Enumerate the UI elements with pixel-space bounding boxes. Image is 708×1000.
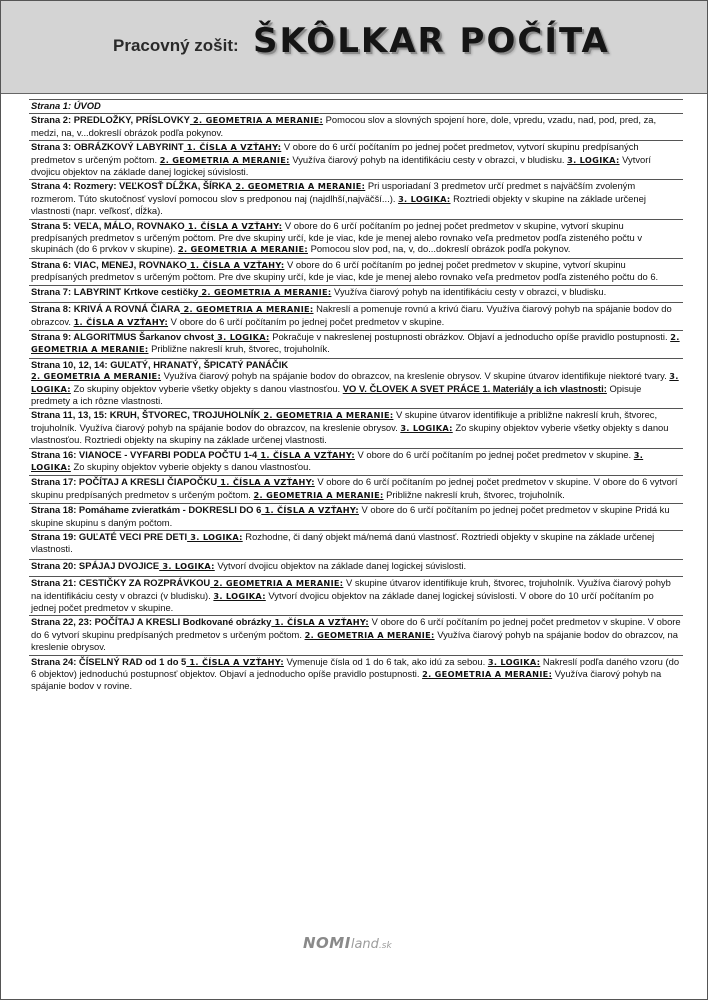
section-title: Strana 9: ALGORITMUS Šarkanov chvost xyxy=(31,330,215,342)
section-text: V obore do 6 určí počítaním po jednej počet predmetov v skupine, vytvorí skupinu predpísaných predmetov s určeným počtom. Pre dve skupiny určí, kde je viac, kde je menej alebo rovnako veľa predmetov podľa zisteného počtu do 6. xyxy=(31,258,659,283)
category-label: 1. ČÍSLA A VZŤAHY: xyxy=(217,477,315,488)
section-title: Strana 22, 23: POČÍTAJ A KRESLI Bodkované obrázky xyxy=(31,616,272,628)
category-label: 3. LOGIKA: xyxy=(187,532,243,542)
category-label: 3. LOGIKA: xyxy=(398,193,451,204)
category-label: 2. GEOMETRIA A MERANIE: xyxy=(177,244,308,255)
section-text: Pomocou slov a slovných spojení hore, dole, vpredu, vzadu, nad, pod, pred, za, medzi, na, v...dokreslí obrázok podľa pokynov. xyxy=(31,114,657,138)
category-label: 1. ČÍSLA A VZŤAHY: xyxy=(186,259,285,270)
section-text: V skupine útvarov identifikuje a približne nakreslí kruh, štvorec, trojuholník. Využíva čiarový pohyb na spájanie bodov do obrazcov, na kreslenie obrysov. xyxy=(31,409,658,433)
section-text: V obore do 6 určí počítaním po jednej počet predmetov v skupine Pridá ku skupine skupinu s daným počtom. xyxy=(31,504,670,528)
section-text: Vytvorí dvojicu objektov na základe danej logickej súvislosti. V obore do 10 určí počítaním po jednej počet predmetov v skupine. xyxy=(31,589,654,614)
section-title: Strana 19: GUĽATÉ VECI PRE DETI xyxy=(31,531,188,542)
section-title: Strana 2: PREDLOŽKY, PRÍSLOVKY xyxy=(31,114,190,126)
category-label: 3. LOGIKA: xyxy=(159,560,215,571)
section-text: Využíva čiarový pohyb na spájanie bodov do obrazcov, na kreslenie obrysov. V skupine útvarov identifikuje niektoré tvary. xyxy=(161,370,670,382)
section-text: Približne nakreslí kruh, štvorec, trojuholník. xyxy=(383,488,565,500)
section-text: Približne nakreslí kruh, štvorec, trojuholník. xyxy=(148,343,330,355)
category-label: 1. ČÍSLA A VZŤAHY: xyxy=(183,142,282,153)
section-title: Strana 3: OBRÁZKOVÝ LABYRINT xyxy=(31,141,184,153)
section-text: V obore do 6 určí počítaním po jednej počet predmetov, vytvorí skupinu predpísaných predmetov s určeným počtom. xyxy=(31,141,639,165)
category-label: 3. LOGIKA: xyxy=(214,331,270,342)
page-section xyxy=(29,655,683,692)
section-title: Strana 21: CESTIČKY ZA ROZPRÁVKOU xyxy=(31,577,211,589)
category-label: 2. GEOMETRIA A MERANIE: xyxy=(159,154,290,165)
section-text: Opisuje predmety a ich rôzne vlastnosti. xyxy=(31,382,642,406)
page-title: ŠKÔLKAR POČÍTA xyxy=(253,21,610,61)
category-label: 3. LOGIKA: xyxy=(31,371,679,394)
category-label: 2. GEOMETRIA A MERANIE: xyxy=(304,629,435,640)
category-label: 3. LOGIKA: xyxy=(567,154,620,165)
page-section xyxy=(29,179,683,216)
category-label: 3. LOGIKA: xyxy=(213,590,266,601)
page-section xyxy=(29,140,683,177)
category-label: 3. LOGIKA: xyxy=(487,656,541,667)
page-section xyxy=(29,99,683,111)
category-label: 1. ČÍSLA A VZŤAHY: xyxy=(186,656,284,667)
section-title: Strana 24: ČÍSELNÝ RAD od 1 do 5 xyxy=(31,655,187,667)
page-section xyxy=(29,448,683,474)
page-section xyxy=(29,559,683,572)
section-title: Strana 5: VEĽA, MÁLO, ROVNAKO xyxy=(31,219,185,231)
category-label: 2. GEOMETRIA A MERANIE: xyxy=(189,115,324,126)
nomiland-logo xyxy=(303,934,392,952)
section-text: Zo skupiny objektov vyberie všetky objekty s danou vlastnosťou. Roztriedi objekty na skupiny na základe určenej vlastnosti. xyxy=(31,421,669,446)
page-section xyxy=(29,258,683,283)
category-label: 1. ČÍSLA A VZŤAHY: xyxy=(257,449,355,460)
section-text: Využíva čiarový pohyb na spájanie bodov v rovine. xyxy=(31,668,662,692)
section-text: Roztriedi objekty v skupine na základe určenej vlastnosti (napr. veľkosť, dĺžka). xyxy=(31,192,646,217)
category-label: 3. LOGIKA: xyxy=(400,422,453,433)
category-label: 1. ČÍSLA A VZŤAHY: xyxy=(271,617,369,628)
page-section xyxy=(29,576,683,613)
section-text: V obore do 6 určí počítaním po jednej počet predmetov v skupine. V obore do 6 vytvorí skupinu predpísaných predmetov s určeným počtom. xyxy=(31,616,681,640)
section-text: Rozhodne, či daný objekt má/nemá danú vlastnosť. Roztriedi objekty v skupine na základe určenej vlastnosti. xyxy=(31,531,655,555)
curriculum-content xyxy=(29,99,683,694)
page-section xyxy=(29,302,683,328)
logo-brand: NOMI xyxy=(303,934,351,952)
category-label: 1. ČÍSLA A VZŤAHY: xyxy=(184,220,283,231)
category-label: 1. ČÍSLA A VZŤAHY: xyxy=(261,505,359,516)
section-title: Strana 18: Pomáhame zvieratkám - DOKRESLI DO 6 xyxy=(31,504,262,516)
workbook-label: Pracovný zošit: xyxy=(113,36,239,55)
section-text: Využíva čiarový pohyb na spájanie bodov do obrazcov, na kreslenie obrysov. xyxy=(31,628,678,653)
page-section xyxy=(29,330,683,356)
section-text: V obore do 6 určí počítaním po jednej počet predmetov v skupine, vytvorí skupinu predpísaných predmetov s určeným počtom. Pre dve skupiny určí, kde je viac, kde je menej alebo rovnako veľa predmetov podľa zisteného počtu v skupinách (do 6 prvkov v skupine). xyxy=(31,219,643,255)
section-text: Vytvorí dvojicu objektov na základe danej logickej súvislosti. xyxy=(31,153,651,178)
page-section xyxy=(29,615,683,652)
section-text: V obore do 6 určí počítaním po jednej počet predmetov v skupine. xyxy=(168,315,445,327)
page-header xyxy=(1,1,707,94)
category-label: 2. GEOMETRIA A MERANIE: xyxy=(31,371,162,382)
category-label: 2. GEOMETRIA A MERANIE: xyxy=(31,331,680,355)
section-title: Strana 8: KRIVÁ A ROVNÁ ČIARA xyxy=(31,303,181,315)
page-section xyxy=(29,285,683,298)
logo-domain: .sk xyxy=(378,941,392,951)
section-title: Strana 4: Rozmery: VEĽKOSŤ DĹŽKA, ŠÍRKA xyxy=(31,180,233,192)
category-label: 2. GEOMETRIA A MERANIE: xyxy=(260,410,394,421)
page-section xyxy=(29,408,683,445)
page-section xyxy=(29,530,683,555)
section-title: Strana 1: ÚVOD xyxy=(31,100,101,111)
section-text: Zo skupiny objektov vyberie všetky objekty s danou vlastnosťou. xyxy=(70,382,343,394)
section-text: Nakreslí a pomenuje rovnú a krivú čiaru. Využíva čiarový pohyb na spájanie bodov do obrazcov. xyxy=(31,303,672,327)
section-title: Strana 16: VIANOCE - VYFARBI PODĽA POČTU 1-4 xyxy=(31,448,258,460)
category-label: 2. GEOMETRIA A MERANIE: xyxy=(253,489,384,500)
section-title: Strana 17: POČÍTAJ A KRESLI ČIAPOČKU xyxy=(31,476,218,488)
page-section xyxy=(29,475,683,501)
page-section xyxy=(29,503,683,528)
section-text: Pokračuje v nakreslenej postupnosti obrázkov. Objaví a jednoducho opíše pravidlo postupnosti. xyxy=(269,330,671,342)
category-label: 2. GEOMETRIA A MERANIE: xyxy=(180,304,314,315)
category-label: 2. GEOMETRIA A MERANIE: xyxy=(422,669,553,680)
section-text: Využíva čiarový pohyb na identifikáciu cesty v obrazci, v bludisku. xyxy=(331,285,607,297)
section-title: Strana 20: SPÁJAJ DVOJICE xyxy=(31,559,160,571)
category-label: 2. GEOMETRIA A MERANIE: xyxy=(198,286,332,297)
section-title: Strana 7: LABYRINT Krtkove cestičky xyxy=(31,285,199,297)
section-text: Pri usporiadaní 3 predmetov určí predmet s najväčším zvoleným rozmerom. Túto skutočnosť vysloví pomocou slov s predponou naj (najdlhší,najväčší...). xyxy=(31,180,636,204)
section-text: Zo skupiny objektov vyberie objekty s danou vlastnosťou. xyxy=(70,460,311,472)
page-section xyxy=(29,358,683,407)
page-section xyxy=(29,113,683,138)
section-text: Nakreslí podľa daného vzoru (do 6 objektov) jednoduchú postupnosť objektov. Objaví a jednoducho opíše pravidlo postupnosti. xyxy=(31,655,680,680)
section-text: V skupine útvarov identifikuje kruh, štvorec, trojuholník. Využíva čiarový pohyb na identifikáciu cesty v obrazci (v bludisku). xyxy=(31,577,671,601)
section-title: Strana 11, 13, 15: KRUH, ŠTVOREC, TROJUHOLNÍK xyxy=(31,409,261,421)
category-label: 1. ČÍSLA A VZŤAHY: xyxy=(73,316,169,327)
section-text: Vymenuje čísla od 1 do 6 tak, ako idú za sebou. xyxy=(283,655,488,667)
section-text: Pomocou slov pod, na, v, do...dokreslí obrázok podľa pokynov. xyxy=(307,243,571,255)
category-label: 3. LOGIKA: xyxy=(31,449,644,472)
page-section xyxy=(29,219,683,256)
category-label: 2. GEOMETRIA A MERANIE: xyxy=(210,578,344,589)
section-text: Využíva čiarový pohyb na identifikáciu cesty v obrazci, v bludisku. xyxy=(289,153,568,165)
section-text: V obore do 6 určí počítaním po jednej počet predmetov v skupine. V obore do 6 vytvorí skupinu predpísaných predmetov s určeným počtom. xyxy=(31,476,678,500)
logo-brand-suffix: land xyxy=(350,937,379,952)
section-title: Strana 6: VIAC, MENEJ, ROVNAKO xyxy=(31,258,187,270)
category-label: 2. GEOMETRIA A MERANIE: xyxy=(232,181,366,192)
section-text: Vytvorí dvojicu objektov na základe danej logickej súvislosti. xyxy=(214,559,467,571)
section-text: V obore do 6 určí počítaním po jednej počet predmetov v skupine. xyxy=(354,448,634,460)
subject-label: VO V. ČLOVEK A SVET PRÁCE 1. Materiály a ich vlastnosti: xyxy=(342,382,607,394)
section-title: Strana 10, 12, 14: GUĽATÝ, HRANATÝ, ŠPICATÝ PANÁČIK xyxy=(31,358,289,370)
